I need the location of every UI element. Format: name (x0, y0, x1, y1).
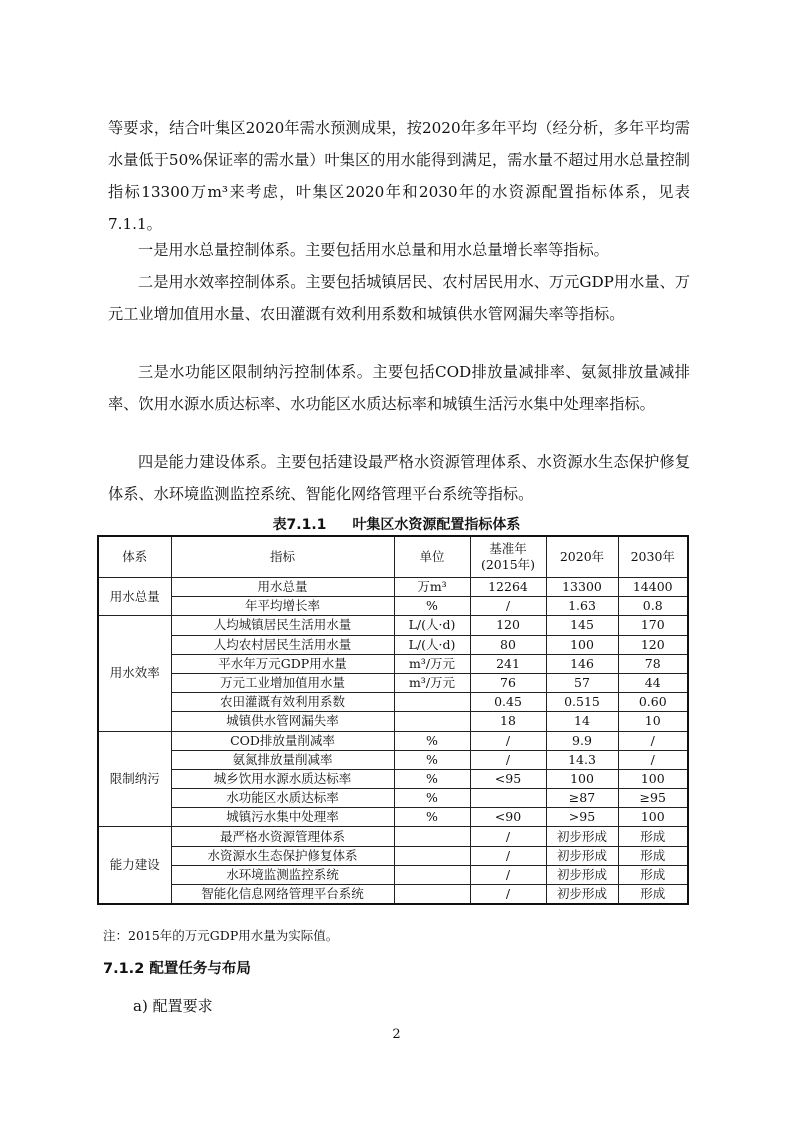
indicator-cell: 智能化信息网络管理平台系统 (171, 885, 394, 905)
value-2020-cell: ≥87 (546, 789, 618, 808)
unit-cell: % (394, 769, 470, 788)
value-2030-cell: 形成 (618, 827, 688, 846)
section-heading: 7.1.2 配置任务与布局 (103, 961, 251, 977)
header-base-year-line1: 基准年 (489, 541, 527, 556)
unit-cell: % (394, 789, 470, 808)
header-system: 体系 (98, 536, 171, 578)
value-2020-cell: 13300 (546, 578, 618, 597)
paragraph-total-control: 一是用水总量控制体系。主要包括用水总量和用水总量增长率等指标。 (138, 241, 609, 259)
group-name-cell: 用水总量 (98, 578, 171, 616)
indicator-cell: 城乡饮用水源水质达标率 (171, 769, 394, 788)
value-2020-cell: 145 (546, 616, 618, 635)
value-2020-cell: 14 (546, 712, 618, 731)
indicator-cell: 水资源水生态保护修复体系 (171, 846, 394, 865)
value-2030-cell: ≥95 (618, 789, 688, 808)
table-header-row (98, 536, 688, 578)
base-cell (470, 789, 546, 808)
base-cell: 76 (470, 673, 546, 692)
header-base-year (470, 536, 546, 578)
base-cell: 18 (470, 712, 546, 731)
table-row (98, 885, 688, 905)
unit-cell (394, 885, 470, 905)
base-cell: / (470, 827, 546, 846)
unit-cell (394, 712, 470, 731)
value-2030-cell: 170 (618, 616, 688, 635)
indicator-cell: 水环境监测监控系统 (171, 865, 394, 884)
table-row (98, 673, 688, 692)
base-cell: / (470, 865, 546, 884)
value-2020-cell: 100 (546, 769, 618, 788)
indicator-cell: 平水年万元GDP用水量 (171, 654, 394, 673)
paragraph-efficiency-control: 二是用水效率控制体系。主要包括城镇居民、农村居民用水、万元GDP用水量、万元工业增加值用水量、农田灌溉有效利用系数和城镇供水管网漏失率等指标。 (108, 273, 690, 323)
value-2030-cell: 0.8 (618, 597, 688, 616)
table-caption (0, 514, 793, 534)
unit-cell (394, 846, 470, 865)
unit-cell: % (394, 808, 470, 827)
value-2030-cell: 0.60 (618, 693, 688, 712)
paragraph-capacity-building: 四是能力建设体系。主要包括建设最严格水资源管理体系、水资源水生态保护修复体系、水环境监测监控系统、智能化网络管理平台系统等指标。 (108, 453, 690, 503)
table-row (98, 635, 688, 654)
table-row (98, 712, 688, 731)
unit-cell: L/(人·d) (394, 635, 470, 654)
table-note: 注：2015年的万元GDP用水量为实际值。 (103, 928, 339, 943)
base-cell: 12264 (470, 578, 546, 597)
unit-cell: % (394, 750, 470, 769)
value-2030-cell: 形成 (618, 865, 688, 884)
unit-cell: L/(人·d) (394, 616, 470, 635)
group-name-cell: 用水效率 (98, 616, 171, 731)
table-body (98, 578, 688, 905)
indicator-cell: 人均城镇居民生活用水量 (171, 616, 394, 635)
base-cell: / (470, 750, 546, 769)
indicator-cell: 用水总量 (171, 578, 394, 597)
value-2030-cell: 100 (618, 769, 688, 788)
value-2020-cell: 100 (546, 635, 618, 654)
base-cell: 241 (470, 654, 546, 673)
table-row (98, 827, 688, 846)
base-cell: / (470, 885, 546, 905)
indicator-cell: 水功能区水质达标率 (171, 789, 394, 808)
value-2020-cell: 9.9 (546, 731, 618, 750)
base-cell: 0.45 (470, 693, 546, 712)
value-2020-cell: 57 (546, 673, 618, 692)
unit-cell: m³/万元 (394, 673, 470, 692)
unit-cell: m³/万元 (394, 654, 470, 673)
header-base-year-line2: (2015年) (480, 557, 536, 572)
unit-cell: % (394, 597, 470, 616)
value-2020-cell: 0.515 (546, 693, 618, 712)
table-row (98, 808, 688, 827)
indicator-cell: 城镇供水管网漏失率 (171, 712, 394, 731)
table-caption-number: 表7.1.1 (272, 517, 327, 533)
value-2030-cell: 形成 (618, 846, 688, 865)
value-2030-cell: 44 (618, 673, 688, 692)
indicator-cell: 氨氮排放量削减率 (171, 750, 394, 769)
value-2020-cell: 1.63 (546, 597, 618, 616)
base-cell: / (470, 597, 546, 616)
value-2030-cell: / (618, 731, 688, 750)
indicator-cell: 人均农村居民生活用水量 (171, 635, 394, 654)
indicator-cell: 农田灌溉有效利用系数 (171, 693, 394, 712)
value-2020-cell: 146 (546, 654, 618, 673)
unit-cell: % (394, 731, 470, 750)
unit-cell (394, 865, 470, 884)
header-2030: 2030年 (618, 536, 688, 578)
value-2020-cell: >95 (546, 808, 618, 827)
base-cell: <95 (470, 769, 546, 788)
subsection-heading: a) 配置要求 (133, 997, 213, 1015)
group-name-cell: 限制纳污 (98, 731, 171, 827)
value-2020-cell: 初步形成 (546, 885, 618, 905)
table-row (98, 750, 688, 769)
table-caption-title: 叶集区水资源配置指标体系 (352, 517, 521, 533)
paragraph-pollution-control: 三是水功能区限制纳污控制体系。主要包括COD排放量减排率、氨氮排放量减排率、饮用水源水质达标率、水功能区水质达标率和城镇生活污水集中处理率指标。 (108, 363, 690, 413)
unit-cell (394, 827, 470, 846)
base-cell: / (470, 846, 546, 865)
base-cell: 80 (470, 635, 546, 654)
table-row (98, 654, 688, 673)
base-cell: <90 (470, 808, 546, 827)
indicator-table (97, 535, 689, 905)
table-row (98, 578, 688, 597)
value-2020-cell: 初步形成 (546, 827, 618, 846)
value-2030-cell: 78 (618, 654, 688, 673)
unit-cell: 万m³ (394, 578, 470, 597)
table-row (98, 693, 688, 712)
base-cell: / (470, 731, 546, 750)
table-row (98, 865, 688, 884)
header-unit: 单位 (394, 536, 470, 578)
header-indicator: 指标 (171, 536, 394, 578)
indicator-cell: 城镇污水集中处理率 (171, 808, 394, 827)
header-2020: 2020年 (546, 536, 618, 578)
indicator-cell: COD排放量削减率 (171, 731, 394, 750)
group-name-cell: 能力建设 (98, 827, 171, 904)
value-2030-cell: 10 (618, 712, 688, 731)
value-2030-cell: 14400 (618, 578, 688, 597)
indicator-cell: 最严格水资源管理体系 (171, 827, 394, 846)
unit-cell (394, 693, 470, 712)
table-row (98, 597, 688, 616)
table-row (98, 846, 688, 865)
value-2020-cell: 初步形成 (546, 865, 618, 884)
value-2020-cell: 14.3 (546, 750, 618, 769)
value-2030-cell: / (618, 750, 688, 769)
paragraph-intro: 等要求，结合叶集区2020年需水预测成果，按2020年多年平均（经分析，多年平均需水量低于50%保证率的需水量）叶集区的用水能得到满足，需水量不超过用水总量控制指标13300万m³来考虑，叶集区2020年和2030年的水资源配置指标体系，见表7.1.1。 (108, 119, 690, 233)
value-2030-cell: 120 (618, 635, 688, 654)
value-2030-cell: 100 (618, 808, 688, 827)
indicator-cell: 年平均增长率 (171, 597, 394, 616)
value-2020-cell: 初步形成 (546, 846, 618, 865)
table-row (98, 789, 688, 808)
table-row (98, 769, 688, 788)
page-number: 2 (392, 1027, 401, 1042)
table-row (98, 616, 688, 635)
table-row (98, 731, 688, 750)
value-2030-cell: 形成 (618, 885, 688, 905)
indicator-cell: 万元工业增加值用水量 (171, 673, 394, 692)
base-cell: 120 (470, 616, 546, 635)
